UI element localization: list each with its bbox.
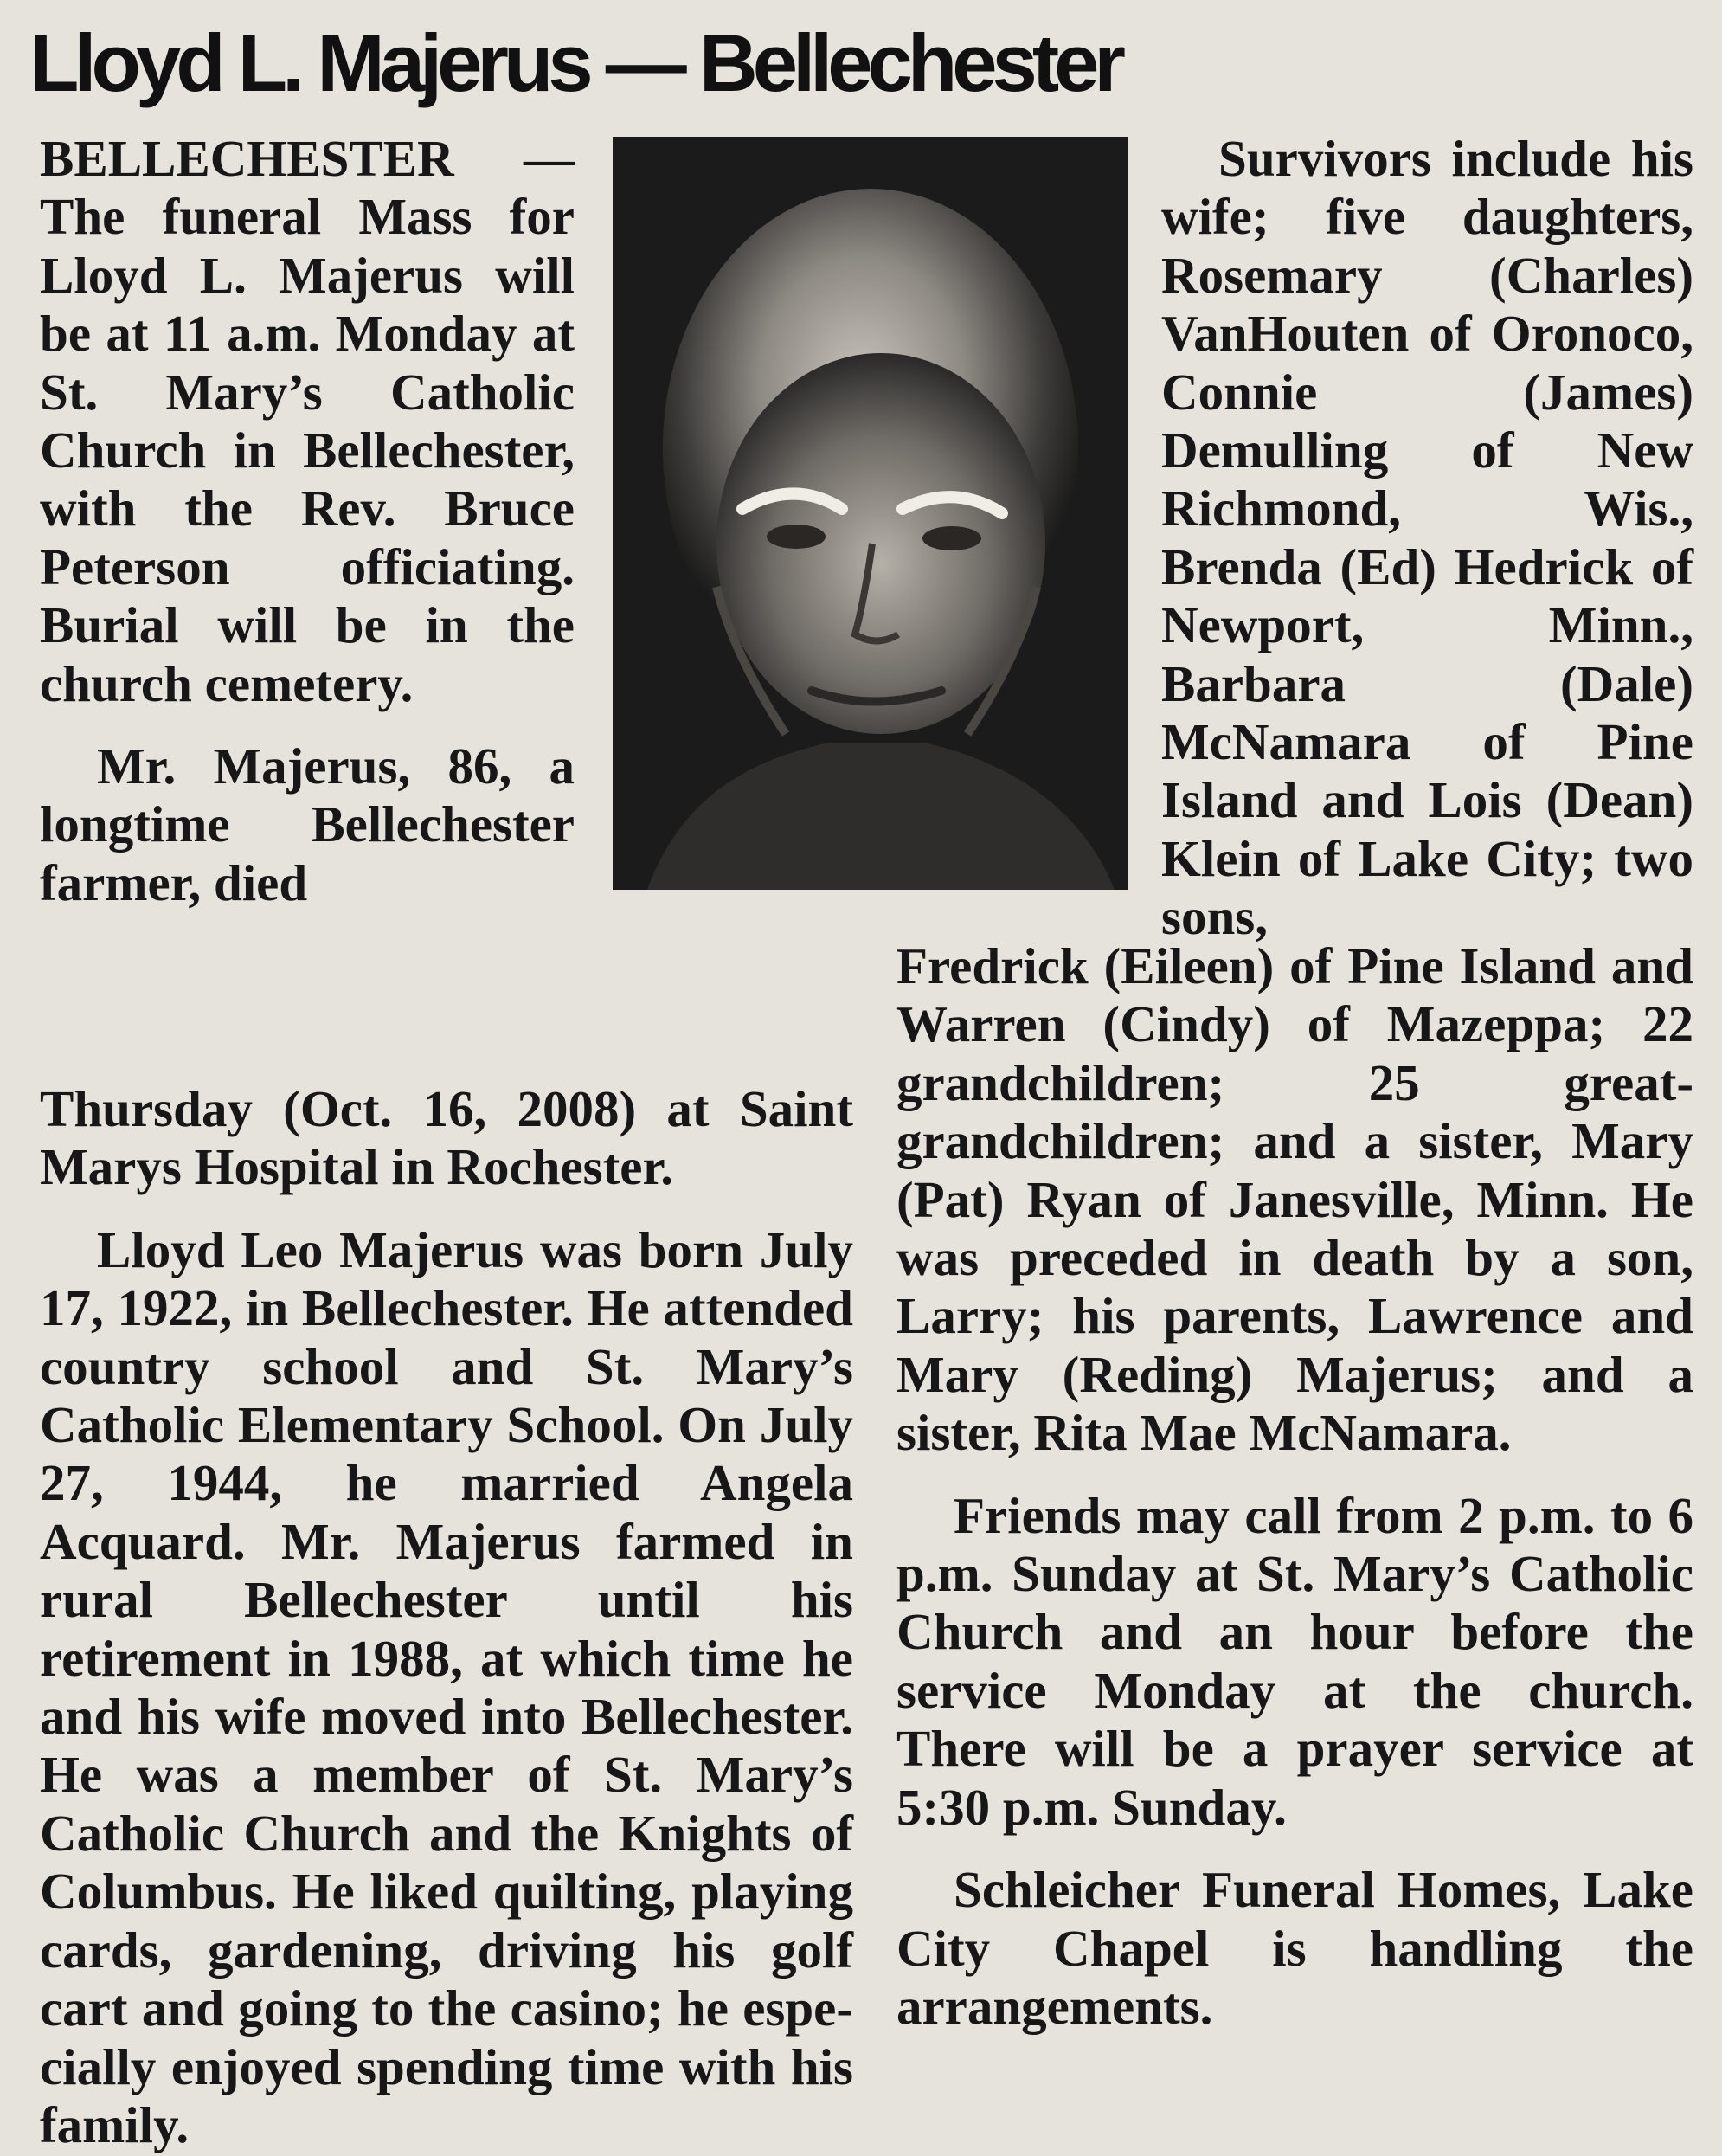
right-column-top bbox=[1161, 130, 1693, 947]
biography-paragraph: Lloyd Leo Majerus was born July 17, 1922, in Bellechester. He attended country school and St. Mary’s Catholic Elementary School. On July 27, 1944, he married Angela Acquard. Mr. Majerus farmed in rural Bellechester until his retirement in 1988, at which time he and his wife moved into Bellechester. He was a member of St. Mary’s Catholic Church and the Knights of Columbus. He liked quilting, playing cards, gardening, driving his golf cart and going to the casino; he especially enjoyed spending time with his family. bbox=[40, 1220, 853, 2153]
portrait-photo bbox=[613, 137, 1128, 890]
visitation-paragraph: Friends may call from 2 p.m. to 6 p.m. Sunday at St. Mary’s Catholic Church and an hour before the service Monday at the church. There will be a prayer service at 5:30 p.m. Sunday. bbox=[896, 1486, 1693, 1836]
right-column-bottom bbox=[896, 937, 1693, 2036]
survivors-paragraph: Survivors include his wife; five daughters, Rosemary (Charles) VanHouten of Oronoco, Connie (James) Demulling of New Richmond, Wis., Brenda (Ed) Hedrick of Newport, Minn., Barbara (Dale) McNamara of Pine Island and Lois (Dean) Klein of Lake City; two sons, bbox=[1161, 130, 1693, 946]
arrangements-paragraph: Schleicher Funeral Homes, Lake City Chapel is handling the arrangements. bbox=[896, 1861, 1693, 2035]
left-column-top bbox=[40, 130, 575, 912]
death-announcement-paragraph: Mr. Majerus, 86, a longtime Bellechester farmer, died bbox=[40, 737, 575, 911]
left-column-bottom bbox=[40, 1080, 853, 2154]
funeral-mass-paragraph: BELLECHESTER — The funeral Mass for Lloyd L. Majerus will be at 11 a.m. Monday at St. Mary’s Catholic Church in Bellechester, with the Rev. Bruce Peterson officiating. Burial will be in the church cemetery. bbox=[40, 130, 575, 712]
survivors-continued-paragraph: Fredrick (Eileen) of Pine Island and Warren (Cindy) of Mazeppa; 22 grandchildren; 25 greatgrandchildren; and a sister, Mary (Pat) Ryan of Janesville, Minn. He was preceded in death by a son, Larry; his parents, Lawrence and Mary (Reding) Majerus; and a sister, Rita Mae McNamara. bbox=[896, 937, 1693, 1462]
death-details-paragraph: Thursday (Oct. 16, 2008) at Saint Marys Hospital in Rochester. bbox=[40, 1080, 853, 1196]
obituary-headline: Lloyd L. Majerus — Bellechester bbox=[29, 17, 1121, 108]
